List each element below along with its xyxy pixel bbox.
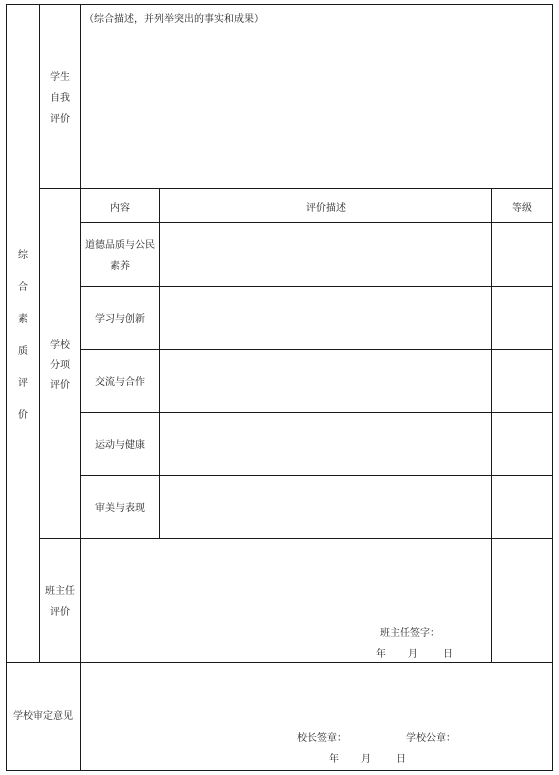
outer-section-label — [8, 240, 38, 432]
divider-teacher-eval — [6, 662, 553, 663]
school-date-month: 月 — [361, 754, 371, 765]
divider-header — [80, 222, 553, 223]
teacher-date-day: 日 — [443, 649, 453, 660]
self-eval-label-1: 学生 — [50, 72, 70, 83]
divider-row-2 — [80, 349, 553, 350]
outer-label-char: 评 — [18, 378, 28, 389]
border-right — [552, 4, 553, 771]
header-description: 评价描述 — [306, 203, 346, 214]
row-label-line: 交流与合作 — [95, 377, 145, 388]
principal-signature-label: 校长签章： — [297, 733, 347, 744]
row-label-line: 运动与健康 — [95, 440, 145, 451]
outer-label-char: 价 — [18, 410, 28, 421]
outer-label-char: 素 — [18, 314, 28, 325]
outer-label-char: 质 — [18, 346, 28, 357]
divider-grade-col — [491, 188, 492, 663]
school-opinion-label: 学校审定意见 — [13, 711, 73, 722]
row-label-line: 审美与表现 — [95, 503, 145, 514]
header-content: 内容 — [110, 203, 130, 214]
school-seal-label: 学校公章： — [406, 733, 456, 744]
self-eval-label-3: 评价 — [50, 114, 70, 125]
school-date-day: 日 — [396, 754, 406, 765]
row-label-line: 素养 — [110, 261, 130, 272]
teacher-signature-label: 班主任签字： — [380, 628, 440, 639]
school-eval-label-3: 评价 — [50, 380, 70, 391]
school-eval-label-1: 学校 — [50, 340, 70, 351]
teacher-date-year: 年 — [376, 649, 386, 660]
row-label-line: 学习与创新 — [95, 314, 145, 325]
divider-self-eval — [39, 188, 553, 189]
border-bottom — [6, 770, 553, 771]
divider-school-eval — [39, 538, 553, 539]
self-eval-hint: （综合描述，并列举突出的事实和成果） — [84, 14, 264, 25]
school-eval-label-2: 分项 — [50, 360, 70, 371]
teacher-date-month: 月 — [408, 649, 418, 660]
teacher-eval-label-2: 评价 — [50, 607, 70, 618]
outer-label-char: 综 — [18, 250, 28, 261]
divider-row-4 — [80, 475, 553, 476]
header-grade: 等级 — [512, 203, 532, 214]
border-top — [6, 4, 553, 5]
divider-row-1 — [80, 286, 553, 287]
school-date-year: 年 — [329, 754, 339, 765]
divider-row-3 — [80, 412, 553, 413]
self-eval-label-2: 自我 — [50, 93, 70, 104]
outer-label-char: 合 — [18, 282, 28, 293]
teacher-eval-label-1: 班主任 — [45, 586, 75, 597]
border-left — [6, 4, 7, 771]
row-label-line: 道德品质与公民 — [85, 240, 155, 251]
